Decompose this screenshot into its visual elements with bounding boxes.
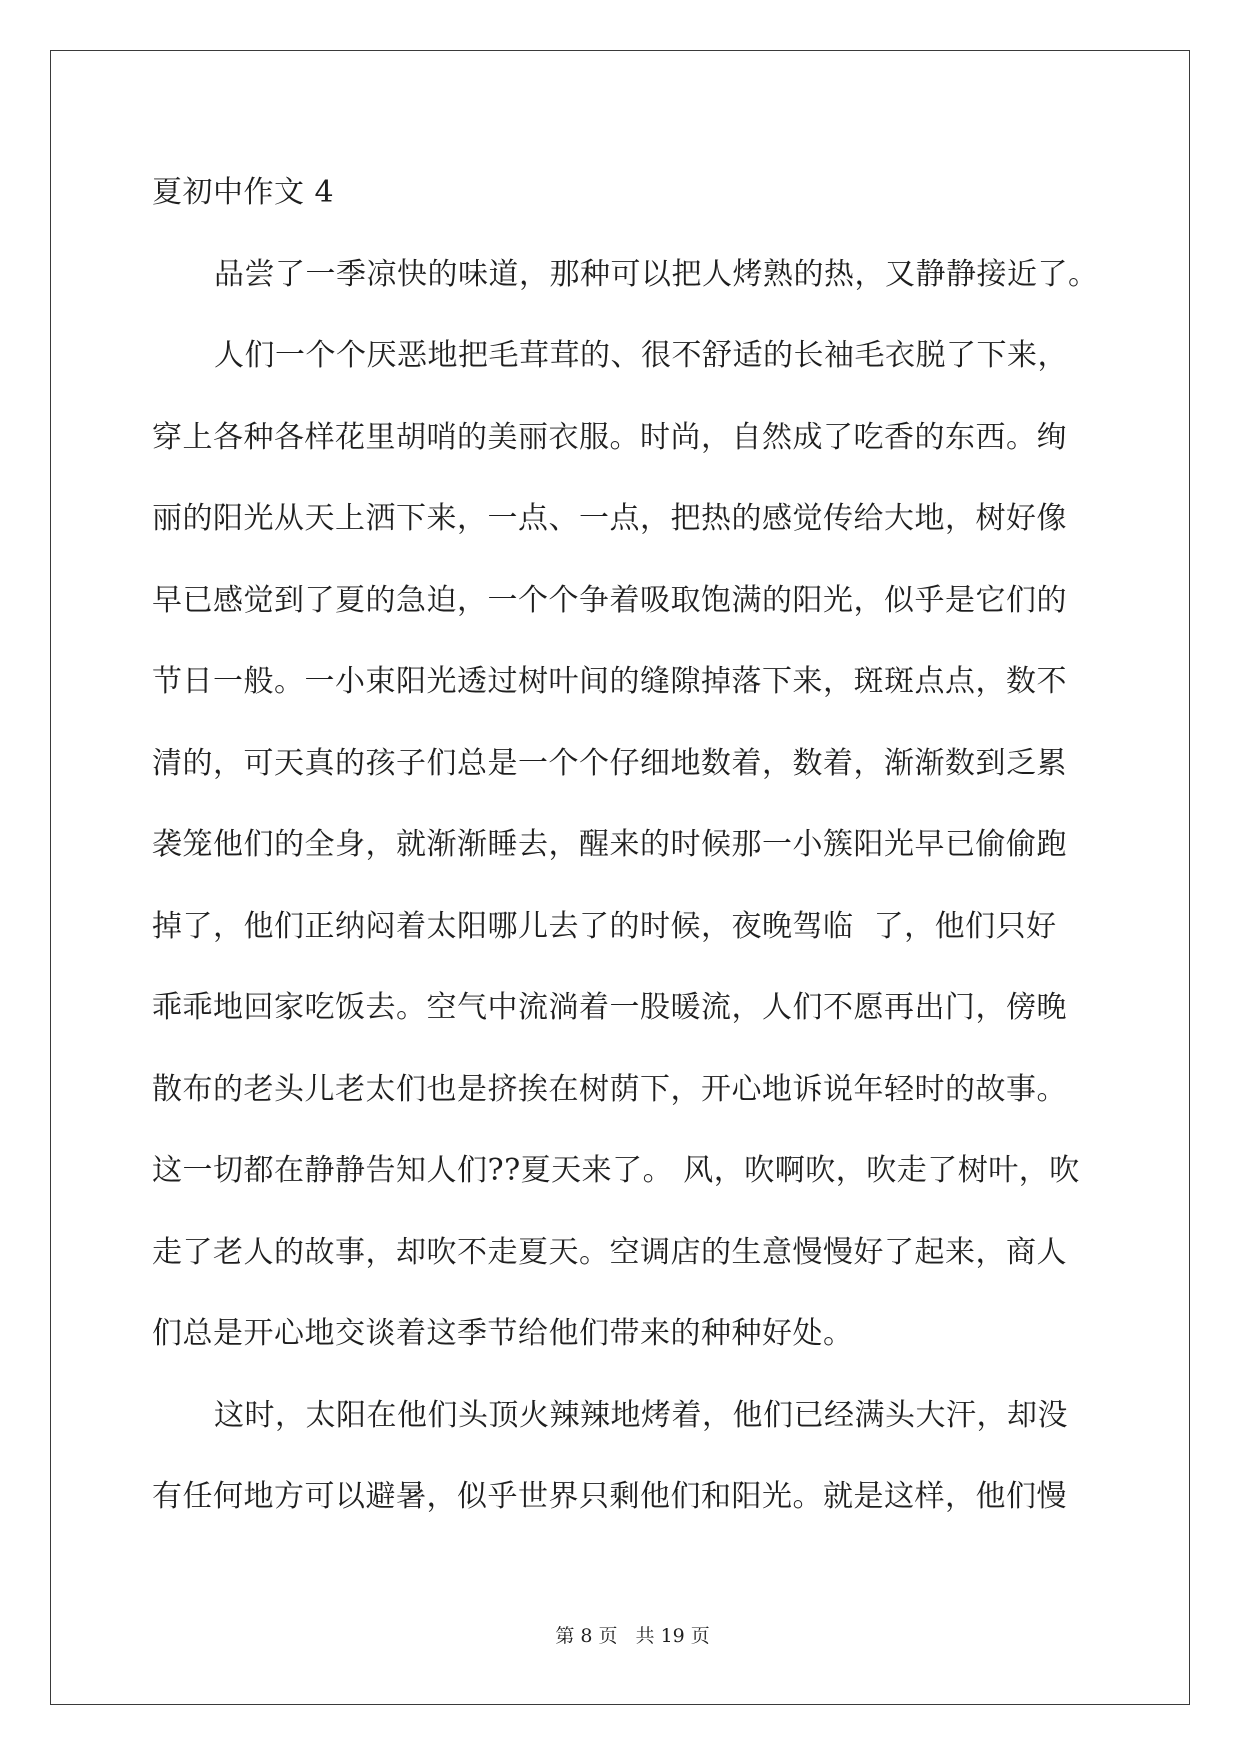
text-line: 这一切都在静静告知人们??夏天来了。 风，吹啊吹，吹走了树叶，吹 [152, 1153, 1080, 1188]
document-title: 夏初中作文 4 [152, 175, 335, 210]
text-line: 乖乖地回家吃饭去。空气中流淌着一股暖流，人们不愿再出门，傍晚 [152, 990, 1067, 1025]
text-line: 穿上各种各样花里胡哨的美丽衣服。时尚，自然成了吃香的东西。绚 [152, 419, 1067, 455]
page-total: 共 19 页 [635, 1625, 710, 1647]
text-line: 清的，可天真的孩子们总是一个个仔细地数着，数着，渐渐数到乏累 [152, 745, 1067, 781]
text-line: 丽的阳光从天上洒下来，一点、一点，把热的感觉传给大地，树好像 [152, 501, 1067, 536]
text-line: 品尝了一季凉快的味道，那种可以把人烤熟的热，又静静接近了。 [214, 256, 1099, 292]
paragraph-1 [152, 234, 1152, 316]
page-number: 第 8 页 [555, 1625, 618, 1647]
text-line: 走了老人的故事，却吹不走夏天。空调店的生意慢慢好了起来，商人 [152, 1234, 1067, 1270]
page-footer [0, 1594, 1241, 1678]
text-line: 袭笼他们的全身，就渐渐睡去，醒来的时候那一小簇阳光早已偷偷跑 [152, 827, 1067, 862]
text-line: 散布的老头儿老太们也是挤挨在树荫下，开心地诉说年轻时的故事。 [152, 1071, 1067, 1107]
text-line: 掉了，他们正纳闷着太阳哪儿去了的时候，夜晚驾临 了，他们只好 [152, 908, 1057, 944]
text-line: 有任何地方可以避暑，似乎世界只剩他们和阳光。就是这样，他们慢 [152, 1479, 1067, 1514]
text-line: 节日一般。一小束阳光透过树叶间的缝隙掉落下来，斑斑点点，数不 [152, 664, 1067, 699]
text-line: 们总是开心地交谈着这季节给他们带来的种种好处。 [152, 1316, 854, 1351]
text-line: 这时，太阳在他们头顶火辣辣地烤着，他们已经满头大汗，却没 [214, 1397, 1068, 1433]
text-line: 早已感觉到了夏的急迫，一个个争着吸取饱满的阳光，似乎是它们的 [152, 582, 1067, 618]
text-line: 人们一个个厌恶地把毛茸茸的、很不舒适的长袖毛衣脱了下来， [214, 338, 1068, 373]
document-body [152, 152, 1152, 1538]
paragraph-3 [152, 1375, 1152, 1538]
paragraph-2 [152, 315, 1152, 1375]
